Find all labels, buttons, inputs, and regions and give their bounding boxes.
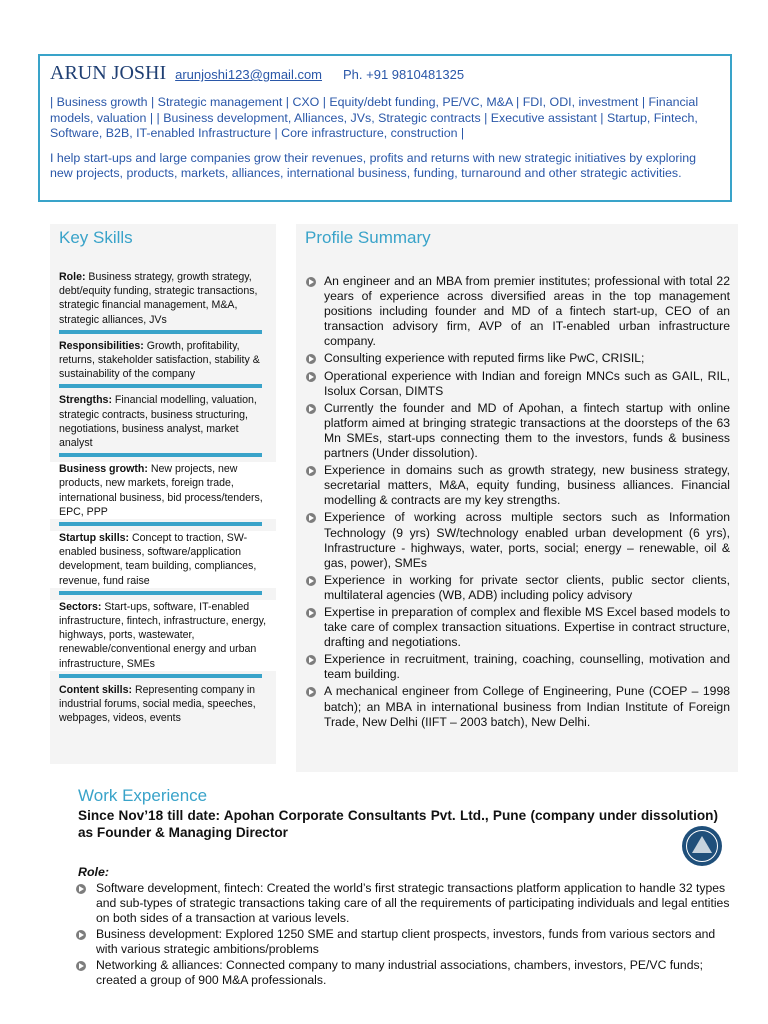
key-skills-panel: [50, 224, 276, 764]
arrow-bullet-icon: [306, 655, 316, 665]
header-box: [38, 54, 732, 202]
skill-label: Responsibilities:: [59, 339, 144, 352]
skill-label: Business growth:: [59, 463, 148, 476]
skill-label: Content skills:: [59, 683, 132, 696]
arrow-bullet-icon: [306, 372, 316, 382]
pitch-statement: I help start-ups and large companies grow their revenues, profits and returns with new strategic initiatives by exploring new projects, products, markets, alliances, international business, funding, turnaround and other strategic activities.: [50, 150, 697, 180]
skill-block: [50, 683, 276, 726]
arrow-bullet-icon: [306, 277, 316, 287]
arrow-bullet-icon: [306, 354, 316, 364]
list-item: A mechanical engineer from College of Engineering, Pune (COEP – 1998 batch); an MBA in international business from Indian Institute of Foreign Trade, New Delhi (IIFT – 2003 batch), New Delhi.: [302, 684, 730, 729]
section-divider: [59, 674, 262, 678]
skill-label: Startup skills:: [59, 532, 130, 545]
arrow-bullet-icon: [306, 687, 316, 697]
arrow-bullet-icon: [306, 513, 316, 523]
work-experience-section: [78, 786, 734, 989]
skill-text: Financial modelling, valuation, strategic contracts, business structuring, negotiations, business analyst, market analyst: [59, 394, 257, 450]
arrow-bullet-icon: [76, 930, 86, 940]
job-heading: Since Nov’18 till date: Apohan Corporate Consultants Pvt. Ltd., Pune (company under dissolution) as Founder & Managing Director: [78, 808, 718, 840]
list-item: Software development, fintech: Created the world’s first strategic transactions platform application to handle 32 types and sub-types of strategic transactions taking care of all the requirements of participating individuals and legal entities on both sides of a transaction at various levels.: [72, 881, 734, 926]
list-item: Networking & alliances: Connected company to many industrial associations, chambers, investors, PE/VC funds; created a group of 900 M&A professionals.: [72, 958, 734, 988]
list-item: Expertise in preparation of complex and flexible MS Excel based models to take care of complex transaction situations. Expertise in contract structure, drafting and negotiations.: [302, 605, 730, 650]
list-item: Experience of working across multiple sectors such as Information Technology (9 yrs) SW/technology enabled urban development (6 yrs), Infrastructure - highways, water, ports, social; energy – renewable, oil & gas, power), SMEs: [302, 510, 730, 570]
skill-text: Business strategy, growth strategy, debt/equity funding, strategic transactions, strategic financial management, M&A, strategic alliances, JVs: [59, 271, 258, 326]
skill-label: Role:: [59, 271, 86, 283]
profile-list: [296, 274, 738, 730]
section-divider: [59, 591, 262, 595]
skill-block: [50, 531, 276, 588]
list-item: Operational experience with Indian and foreign MNCs such as GAIL, RIL, Isolux Corsan, DIMTS: [302, 369, 730, 399]
skill-label: Sectors:: [59, 600, 102, 613]
skill-text: New projects, new products, new markets, foreign trade, international business, bid process/tenders, EPC, PPP: [59, 463, 263, 518]
company-logo-icon: [682, 826, 722, 866]
skill-text: Concept to traction, SW-enabled business, software/application development, team building, compliances, revenue, fund raise: [59, 532, 257, 587]
list-item: Currently the founder and MD of Apohan, a fintech startup with online platform aimed at bringing strategic transactions at the doorsteps of the 63 Mn SMEs, start-ups connecting them to the investors, funds & business partners (Under dissolution).: [302, 401, 730, 461]
list-item: Experience in working for private sector clients, public sector clients, multilateral agencies (WB, ADB) including policy advisory: [302, 573, 730, 603]
candidate-name: ARUN JOSHI: [50, 62, 167, 84]
skill-block: [50, 393, 276, 450]
list-item: Experience in recruitment, training, coaching, counselling, motivation and team building.: [302, 652, 730, 682]
arrow-bullet-icon: [76, 961, 86, 971]
name-line: [50, 62, 720, 85]
skill-block: [50, 462, 276, 519]
phone-number: Ph. +91 9810481325: [343, 67, 465, 82]
section-divider: [59, 330, 262, 334]
profile-summary-panel: [296, 224, 738, 772]
keywords-line: | Business growth | Strategic management | CXO | Equity/debt funding, PE/VC, M&A | FDI, ODI, investment | Financial models, valuation | | Business development, Alliances, JVs, Strategic contracts | Executive assistant | Startup, Fintech, Software, B2B, IT-enabled Infrastructure | Core infrastructure, construction |: [50, 95, 699, 140]
arrow-bullet-icon: [306, 608, 316, 618]
skill-text: Representing company in industrial forums, social media, speeches, webpages, videos, events: [59, 683, 256, 725]
skill-text: Start-ups, software, IT-enabled infrastructure, fintech, infrastructure, energy, highways, ports, wastewater, renewable/conventional energy and urban infrastructure, SMEs: [59, 600, 267, 670]
section-divider: [59, 522, 262, 526]
skill-block: [50, 270, 276, 327]
list-item: Consulting experience with reputed firms like PwC, CRISIL;: [302, 351, 730, 366]
skill-block: [50, 600, 276, 671]
arrow-bullet-icon: [76, 884, 86, 894]
profile-summary-title: Profile Summary: [305, 228, 431, 247]
key-skills-title: Key Skills: [59, 228, 133, 247]
role-label: Role:: [78, 865, 109, 879]
work-experience-title: Work Experience: [78, 786, 208, 805]
skill-block: [50, 339, 276, 382]
arrow-bullet-icon: [306, 576, 316, 586]
email-link[interactable]: arunjoshi123@gmail.com: [175, 67, 323, 82]
logo-triangle: [692, 836, 712, 853]
list-item: Experience in domains such as growth strategy, new business strategy, secretarial matters, M&A, equity funding, business alliances. Financial modelling & contracts are my key strengths.: [302, 463, 730, 508]
list-item: Business development: Explored 1250 SME and startup client prospects, investors, funds from various sectors and with various strategic ambitions/problems: [72, 927, 734, 957]
skill-label: Strengths:: [59, 394, 112, 407]
arrow-bullet-icon: [306, 466, 316, 476]
arrow-bullet-icon: [306, 404, 316, 414]
section-divider: [59, 384, 262, 388]
skill-text: Growth, profitability, returns, stakeholder satisfaction, stability & sustainability of the company: [59, 339, 260, 381]
list-item: An engineer and an MBA from premier institutes; professional with total 22 years of experience across diversified areas in the top management positions including founder and MD of a fintech start-up, CEO of an transaction advisory firm, AVP of an IT-enabled urban infrastructure company.: [302, 274, 730, 349]
role-list: [78, 881, 734, 988]
section-divider: [59, 453, 262, 457]
